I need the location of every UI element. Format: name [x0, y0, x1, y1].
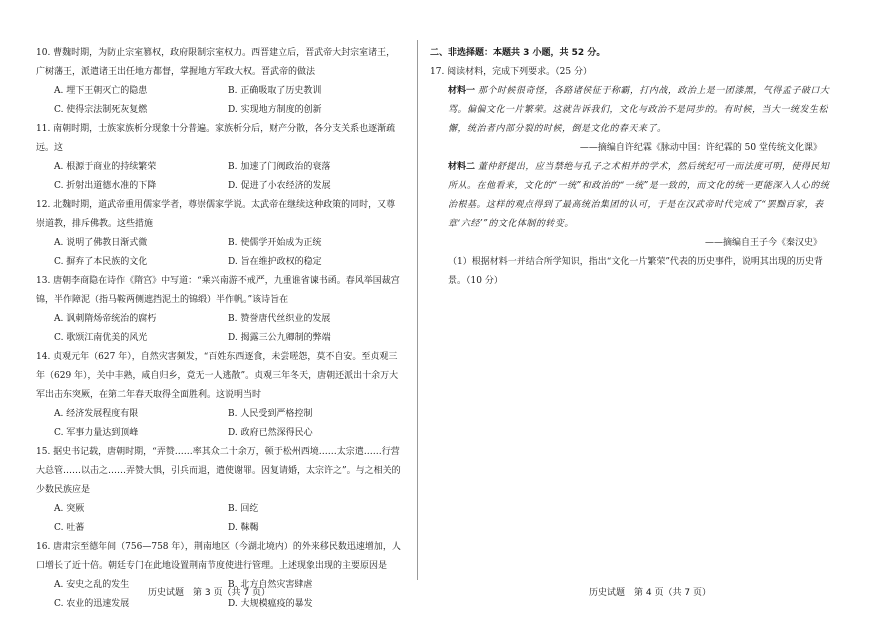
right-page — [430, 0, 870, 630]
option-a: A. 突厥 — [54, 504, 85, 514]
option-b: B. 回纥 — [228, 504, 259, 514]
question-stem: 15. 据史书记载，唐朝时期，“弄赞……率其众二十余万，顿于松州西境……太宗遣……行营大总管……以击之……弄赞大惧，引兵而退，遣使谢罪。因复请婚，太宗许之”。与之相关的少数民族应是 — [36, 447, 401, 495]
question-17-intro: 17. 阅读材料，完成下列要求。（25 分） — [430, 67, 592, 77]
option-c: C. 折射出道德水准的下降 — [54, 181, 157, 191]
question-stem: 13. 唐朝李商隐在诗作《隋宫》中写道：“乘兴南游不戒严，九重谁省谏书函。春风举国裁宫锦，半作障泥（指马鞍两侧遮挡泥土的锦缎）半作帆。”该诗旨在 — [36, 276, 400, 305]
page-divider — [417, 40, 418, 580]
options — [36, 500, 402, 538]
material-2-label: 材料二 — [448, 162, 476, 172]
option-b: B. 人民受到严格控制 — [228, 409, 313, 419]
material-2 — [430, 158, 830, 234]
question-16 — [36, 538, 402, 614]
option-a: A. 讽刺隋炀帝统治的腐朽 — [54, 314, 157, 324]
question-stem: 14. 贞观元年（627 年），自然灾害频发，“百姓东西逐食，未尝嗟怨，莫不自安。至贞观三年（629 年），关中丰熟，咸自归乡，竟无一人逃散”。贞观三年冬天，唐朝还派出十余万大军出击东突厥，在第二年春天取得全面胜利。这说明当时 — [36, 352, 399, 400]
option-b: B. 加速了门阀政治的衰落 — [228, 162, 331, 172]
question-12 — [36, 196, 402, 272]
question-17-sub-1: （1）根据材料一并结合所学知识，指出“文化一片繁荣”代表的历史事件，说明其出现的历史背景。（10 分） — [448, 257, 823, 286]
left-column — [36, 44, 402, 614]
options — [36, 310, 402, 348]
section-title: 二、非选择题：本题共 3 小题，共 52 分。 — [430, 48, 606, 58]
option-d: D. 实现地方制度的创新 — [228, 105, 322, 115]
option-d: D. 揭露三公九卿制的弊端 — [228, 333, 331, 343]
question-stem: 16. 唐肃宗至德年间（756—758 年），荆南地区（今湖北境内）的外来移民数迅速增加，人口增长了近十倍。朝廷专门在此地设置荆南节度使进行管理。上述现象出现的主要原因是 — [36, 542, 401, 571]
question-11 — [36, 120, 402, 196]
option-b: B. 使儒学开始成为正统 — [228, 238, 322, 248]
material-2-source: ——摘编自王子今《秦汉史》 — [704, 238, 822, 248]
question-10 — [36, 44, 402, 120]
option-c: C. 使得宗法制死灰复燃 — [54, 105, 148, 115]
option-b: B. 赞誉唐代丝织业的发展 — [228, 314, 331, 324]
material-2-text: 董仲舒提出，应当禁绝与孔子之术相并的学术，然后统纪可一而法度可明，使得民知所从。在他看来，文化的“一统”和政治的“一统”是一致的，而文化的统一更能深入人心的统治根基。这样的观点得到了最高统治集团的认可，于是在汉武帝时代完成了“罢黜百家，表章‘六经’”的文化体制的转变。 — [448, 162, 830, 229]
material-1-source: ——摘编自许纪霖《脉动中国：许纪霖的 50 堂传统文化课》 — [579, 143, 822, 153]
option-d: D. 大规模瘟疫的暴发 — [228, 599, 313, 609]
option-c: C. 歌颂江南优美的风光 — [54, 333, 148, 343]
question-14 — [36, 348, 402, 443]
option-a: A. 经济发展程度有限 — [54, 409, 139, 419]
option-d: D. 靺鞨 — [228, 523, 259, 533]
options — [36, 234, 402, 272]
option-d: D. 政府已然深得民心 — [228, 428, 313, 438]
option-b: B. 北方自然灾害肆虐 — [228, 580, 313, 590]
options — [36, 405, 402, 443]
option-a: A. 根源于商业的持续繁荣 — [54, 162, 157, 172]
option-b: B. 正确吸取了历史教训 — [228, 86, 322, 96]
page-footer: 历史试题 第 3 页（共 7 页） — [148, 588, 270, 598]
option-c: C. 农业的迅速发展 — [54, 599, 130, 609]
left-page — [0, 0, 418, 630]
option-d: D. 促进了小农经济的发展 — [228, 181, 331, 191]
option-c: C. 摒弃了本民族的文化 — [54, 257, 148, 267]
options — [36, 158, 402, 196]
option-a: A. 安史之乱的发生 — [54, 580, 130, 590]
question-15 — [36, 443, 402, 538]
question-stem: 10. 曹魏时期，为防止宗室篡权，政府限制宗室权力。西晋建立后，晋武帝大封宗室诸王，广树藩王，派遣诸王出任地方都督，掌握地方军政大权。晋武帝的做法 — [36, 48, 396, 77]
page-footer: 历史试题 第 4 页（共 7 页） — [589, 588, 711, 598]
option-c: C. 吐蕃 — [54, 523, 85, 533]
option-d: D. 旨在维护政权的稳定 — [228, 257, 322, 267]
material-1-text: 那个时候很奇怪，各路诸侯征于称霸，打内战，政治上是一团漆黑，气得孟子破口大骂。偏偏文化一片繁荣。这就告诉我们，文化与政治不是同步的。有时候，当大一统发生松懈，统治者内部分裂的时候，倒是文化的春天来了。 — [448, 86, 830, 134]
option-a: A. 埋下王朝灭亡的隐患 — [54, 86, 148, 96]
material-1-label: 材料一 — [448, 86, 476, 96]
option-a: A. 说明了佛教日渐式微 — [54, 238, 148, 248]
options — [36, 82, 402, 120]
right-column — [430, 44, 830, 291]
question-stem: 11. 南朝时期，士族家族析分现象十分普遍。家族析分后，财产分散，各分支关系也逐渐疏远。这 — [36, 124, 396, 153]
material-1 — [430, 82, 830, 139]
question-stem: 12. 北魏时期，道武帝重用儒家学者，尊崇儒家学说。太武帝在继续这种政策的同时，又尊崇道教，排斥佛教。这些措施 — [36, 200, 396, 229]
option-c: C. 军事力量达到顶峰 — [54, 428, 139, 438]
question-13 — [36, 272, 402, 348]
